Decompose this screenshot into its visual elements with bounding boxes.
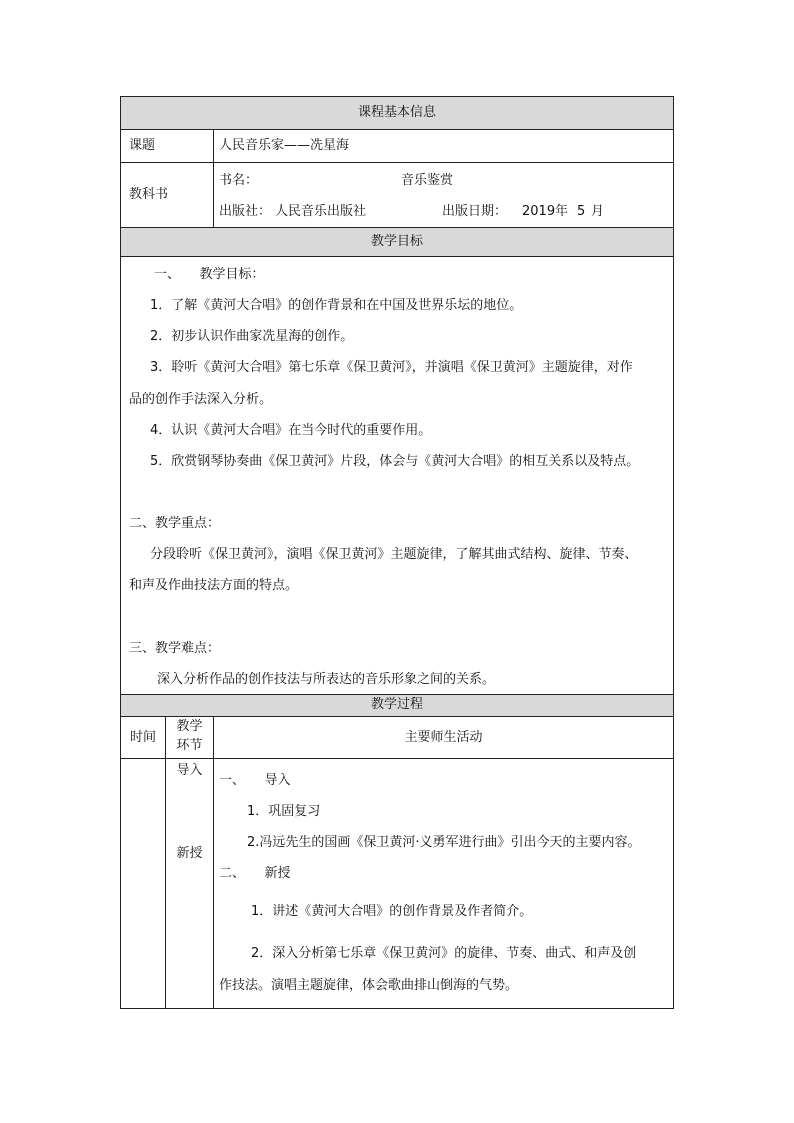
goals-heading: 一、 教学目标： xyxy=(154,267,265,282)
publisher-value: 人民音乐出版社 xyxy=(275,204,367,219)
key-points-line: 和声及作曲技法方面的特点。 xyxy=(129,578,299,593)
col-stage-line2: 环节 xyxy=(176,738,203,753)
pub-date-month-unit: 月 xyxy=(591,204,605,219)
lesson-plan-table xyxy=(120,96,674,1009)
goal-item: 4．认识《黄河大合唱》在当今时代的重要作用。 xyxy=(150,423,432,438)
objectives-header: 教学目标 xyxy=(370,234,423,249)
rule xyxy=(121,129,673,130)
topic-label: 课题 xyxy=(129,138,156,153)
rule xyxy=(121,162,673,163)
activity-line: 一、 导入 xyxy=(219,773,291,788)
stage-new: 新授 xyxy=(176,846,203,861)
rule xyxy=(213,716,214,1008)
key-points-line: 分段聆听《保卫黄河》，演唱《保卫黄河》主题旋律，了解其曲式结构、旋律、节奏、 xyxy=(150,547,638,562)
process-header: 教学过程 xyxy=(370,697,423,712)
pub-date-year: 2019 xyxy=(522,204,556,219)
activity-line: 1．讲述《黄河大合唱》的创作背景及作者简介。 xyxy=(251,904,533,919)
rule xyxy=(213,129,214,227)
key-points-heading: 二、教学重点： xyxy=(129,516,221,531)
rule xyxy=(121,256,673,257)
book-name-label: 书名： xyxy=(219,173,259,188)
pub-date-label: 出版日期： xyxy=(442,204,508,219)
goal-item: 5．欣赏钢琴协奏曲《保卫黄河》片段，体会与《黄河大合唱》的相互关系以及特点。 xyxy=(150,454,640,469)
publisher-label: 出版社： xyxy=(219,204,272,219)
activity-line: 2．深入分析第七乐章《保卫黄河》的旋律、节奏、曲式、和声及创 xyxy=(251,946,637,961)
topic-value: 人民音乐家——冼星海 xyxy=(219,138,350,153)
stage-intro: 导入 xyxy=(176,763,203,778)
difficulties-heading: 三、教学难点： xyxy=(129,641,221,656)
goal-item: 3．聆听《黄河大合唱》第七乐章《保卫黄河》，并演唱《保卫黄河》主题旋律，对作 xyxy=(150,360,633,375)
goal-item: 品的创作手法深入分析。 xyxy=(129,392,273,407)
activity-line: 2.冯远先生的国画《保卫黄河·义勇军进行曲》引出今天的主要内容。 xyxy=(247,835,641,850)
col-stage-line1: 教学 xyxy=(176,719,203,734)
rule xyxy=(165,716,166,1008)
goal-item: 2．初步认识作曲家冼星海的创作。 xyxy=(150,329,354,344)
col-time: 时间 xyxy=(129,730,156,745)
rule xyxy=(121,758,673,759)
col-activities: 主要师生活动 xyxy=(404,730,483,745)
pub-date-month: 5 xyxy=(577,204,586,219)
rule xyxy=(121,716,673,717)
activity-line: 二、 新授 xyxy=(219,866,291,881)
goal-item: 1．了解《黄河大合唱》的创作背景和在中国及世界乐坛的地位。 xyxy=(150,298,523,313)
difficulties-text: 深入分析作品的创作技法与所表达的音乐形象之间的关系。 xyxy=(157,672,496,687)
rule xyxy=(121,694,673,695)
book-name-value: 音乐鉴赏 xyxy=(401,173,454,188)
activity-line: 作技法。演唱主题旋律，体会歌曲排山倒海的气势。 xyxy=(219,978,519,993)
pub-date-year-unit: 年 xyxy=(555,204,569,219)
basic-info-header: 课程基本信息 xyxy=(357,105,436,120)
textbook-label: 教科书 xyxy=(129,187,169,202)
rule xyxy=(121,227,673,228)
activity-line: 1．巩固复习 xyxy=(247,804,321,819)
